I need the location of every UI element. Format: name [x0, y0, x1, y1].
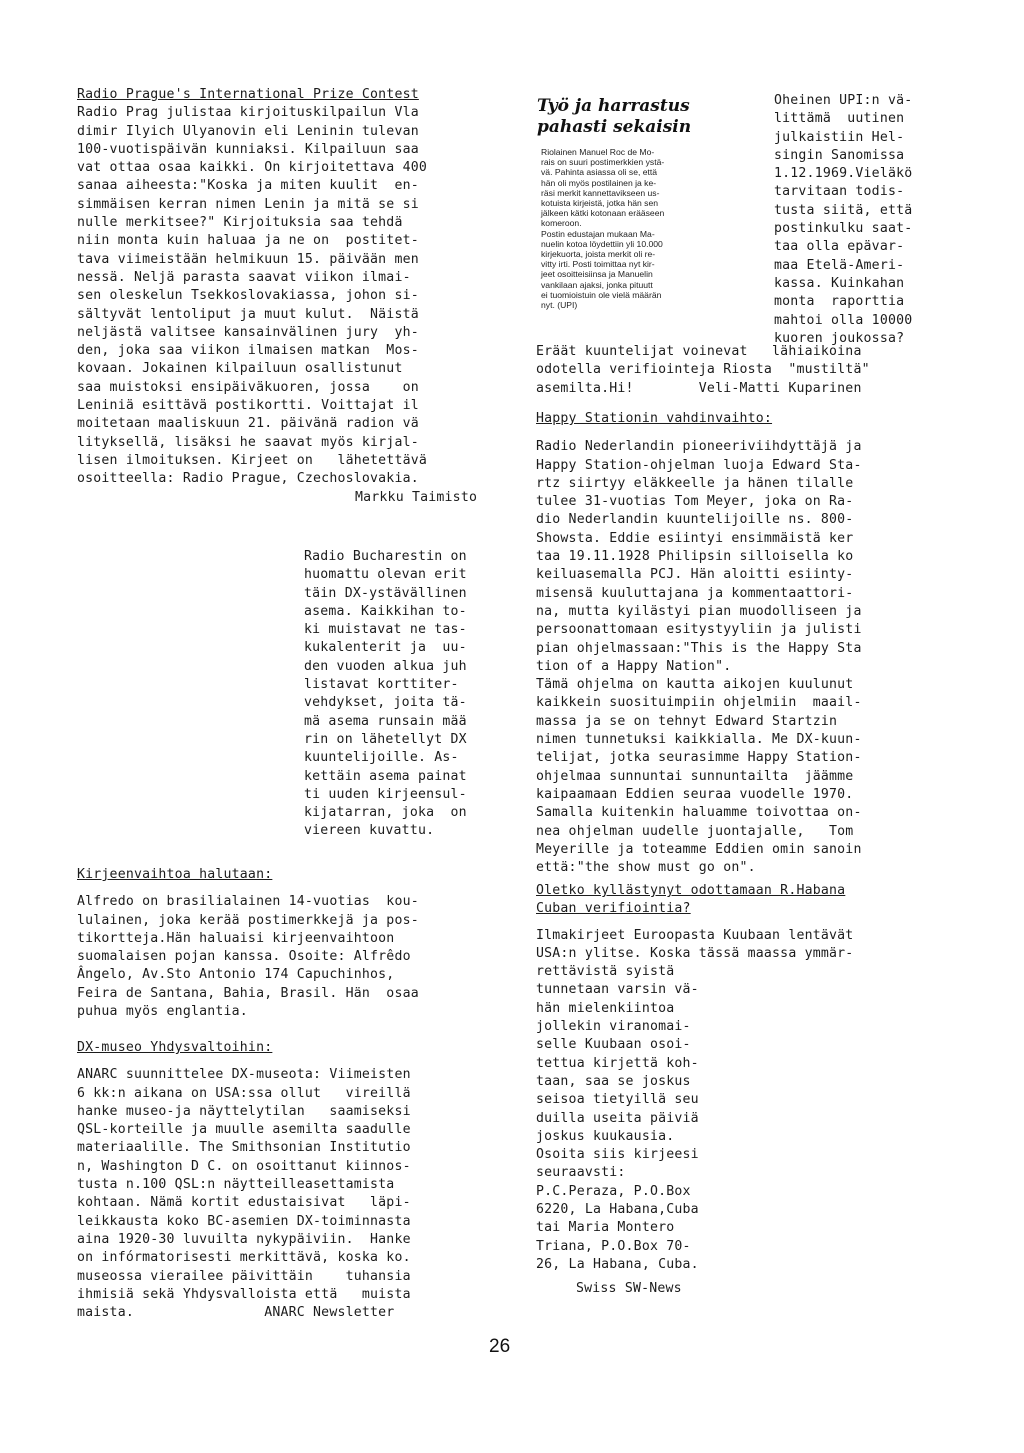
prague-text-line: sanaa aiheesta:"Koska ja miten kuulit en-	[77, 178, 419, 194]
upi-text-line: postinkulku saat-	[774, 221, 913, 237]
clipping-title-line: pahasti sekaisin	[537, 117, 692, 137]
upi-text-line: 1.12.1969.Vieläkö	[774, 166, 913, 182]
havana-text-line: USA:n ylitse. Koska tässä maassa ymmär-	[536, 945, 854, 961]
penpal-text-line: lulainen, joka kerää postimerkkejä ja pos-	[77, 912, 419, 928]
happy-station-text-line: kaipaamaan Eddien seuraa vuodelle 1970.	[536, 786, 854, 802]
bucharest-text-line: kijatarran, joka on	[304, 805, 467, 821]
bucharest-text-line: rin on lähetellyt DX	[304, 731, 467, 747]
upi-text-line: julkaistiin Hel-	[774, 129, 905, 145]
prague-article	[77, 86, 517, 507]
upi-text-line: tarvitaan todis-	[774, 184, 905, 200]
prague-text-line: nulle merkitsee?" Kirjoituksia saa tehdä	[77, 215, 403, 231]
prague-text-line: 100-vuotispäivän kunniaksi. Kilpailuun saa	[77, 141, 419, 157]
museum-text-line: maista. ANARC Newsletter	[77, 1305, 395, 1321]
bucharest-text-line: huomattu olevan erit	[304, 567, 467, 583]
clipping-text-line: komeroon.	[541, 218, 582, 229]
happy-station-article	[536, 410, 976, 877]
clipping-text-line: jälkeen kätki kotonaan erääseen	[541, 208, 665, 219]
news-clipping	[537, 96, 749, 310]
prague-text-line: den, joka saa viikon ilmaisen matkan Mos-	[77, 343, 419, 359]
havana-text-line: tai Maria Montero	[536, 1220, 675, 1236]
happy-station-text-line: että:"the show must go on".	[536, 860, 756, 876]
happy-station-text-line: tulee 31-vuotias Tom Meyer, joka on Ra-	[536, 494, 854, 510]
havana-text-line: tettua kirjettä koh-	[536, 1055, 699, 1071]
penpal-text-line: Alfredo on brasilialainen 14-vuotias kou-	[77, 894, 419, 910]
clipping-text-line: kirjekuorta, joista merkit oli re-	[541, 249, 656, 260]
havana-text-line: P.C.Peraza, P.O.Box	[536, 1183, 691, 1199]
bucharest-text-line: täin DX-ystävällinen	[304, 585, 467, 601]
havana-heading	[536, 882, 976, 919]
upi-text-line: taa olla epävar-	[774, 239, 905, 255]
bucharest-body	[304, 548, 524, 841]
happy-station-text-line: keiluasemalla PCJ. Hän aloitti esiinty-	[536, 567, 854, 583]
bucharest-text-line: asema. Kaikkihan to-	[304, 603, 467, 619]
upi-text-line: monta raporttia	[774, 294, 905, 310]
upi-text-line: odotella verifiointeja Riosta "mustiltä"	[536, 362, 870, 378]
clipping-text-line: kotuista kirjeistä, jotka hän sen	[541, 198, 659, 209]
penpal-text-line: Feira de Santana, Bahia, Brasil. Hän osaa	[77, 985, 419, 1001]
happy-station-text-line: pian ohjelmassaan:"This is the Happy Sta	[536, 640, 862, 656]
havana-intro	[536, 927, 976, 964]
penpal-text-line: puhua myös englantia.	[77, 1004, 248, 1020]
prague-text-line: sältyvät lentoliput ja muut kulut. Näistä	[77, 306, 419, 322]
havana-text-line: 26, La Habana, Cuba.	[536, 1256, 699, 1272]
havana-text-line: duilla useita päiviä	[536, 1110, 699, 1126]
museum-text-line: on infórmatorisesti merkittävä, koska ko.	[77, 1250, 411, 1266]
clipping-text-line: Riolainen Manuel Roc de Mo-	[541, 147, 655, 157]
upi-text-line: kuoren joukossa?	[774, 330, 905, 346]
happy-station-text-line: tion of a Happy Nation".	[536, 658, 732, 674]
clipping-title	[537, 96, 749, 138]
upi-body-cont	[536, 343, 976, 398]
happy-station-text-line: nea ohjelman uudelle juontajalle, Tom	[536, 823, 854, 839]
bucharest-text-line: ki muistavat ne tas-	[304, 622, 467, 638]
museum-text-line: museossa vierailee päivittäin tuhansia	[77, 1268, 411, 1284]
museum-text-line: hanke museo-ja näyttelytilan saamiseksi	[77, 1103, 411, 1119]
happy-station-text-line: massa ja se on tehnyt Edward Startzin	[536, 713, 838, 729]
upi-text-line: maa Etelä-Ameri-	[774, 257, 905, 273]
havana-body	[536, 963, 976, 1274]
prague-text-line: osoitteella: Radio Prague, Czechoslovakia.	[77, 471, 419, 487]
happy-station-text-line: nimen tunnetuksi kaikkialla. Me DX-kuun-	[536, 732, 862, 748]
museum-text-line: leikkausta koko BC-asemien DX-toiminnasta	[77, 1213, 411, 1229]
upi-text-line: asemilta.Hi! Veli-Matti Kuparinen	[536, 380, 862, 396]
bucharest-text-line: viereen kuvattu.	[304, 823, 435, 839]
clipping-text-line: vankilaan ajaksi, jonka pituutt	[541, 279, 653, 290]
happy-station-text-line: telijat, jotka seurasimme Happy Station-	[536, 750, 862, 766]
bucharest-text-line: kettäin asema painat	[304, 768, 467, 784]
prague-text-line: dimir Ilyich Ulyanovin eli Leninin tulevan	[77, 123, 419, 139]
prague-text-line: sen oleskelun Tsekkoslovakiassa, johon si-	[77, 288, 419, 304]
happy-station-text-line: rtz siirtyy eläkkeelle ja hänen tilalle	[536, 475, 854, 491]
prague-heading: Radio Prague's International Prize Contest	[77, 87, 419, 102]
museum-text-line: kohtaan. Nämä kortit edustaisivat läpi-	[77, 1195, 411, 1211]
prague-text-line: niin monta kuin haluaa ja ne on postitet-	[77, 233, 419, 249]
museum-text-line: materiaalille. The Smithsonian Institutio	[77, 1140, 411, 1156]
happy-station-text-line: Radio Nederlandin pioneeriviihdyttäjä ja	[536, 439, 862, 455]
clipping-text-line: räsi merkit kannettavikseen us-	[541, 187, 660, 198]
upi-text-line: kassa. Kuinkahan	[774, 275, 905, 291]
upi-body	[774, 92, 974, 348]
havana-text-line: jollekin viranomai-	[536, 1019, 691, 1035]
happy-station-body	[536, 438, 976, 877]
upi-text-line: littämä uutinen	[774, 111, 905, 127]
museum-heading: DX-museo Yhdysvaltoihin:	[77, 1040, 273, 1055]
clipping-title-line: Työ ja harrastus	[537, 96, 690, 116]
clipping-text-line: ei tuomioistuin ole vielä määrän	[541, 289, 662, 300]
havana-text-line: rettävistä syistä	[536, 964, 675, 980]
havana-text-line: seisoa tietyillä seu	[536, 1092, 699, 1108]
penpal-text-line: tikortteja.Hän haluaisi kirjeenvaihtoon	[77, 930, 395, 946]
penpal-heading: Kirjeenvaihtoa halutaan:	[77, 867, 273, 882]
museum-text-line: 6 kk:n aikana on USA:ssa ollut vireillä	[77, 1085, 411, 1101]
havana-text-line: Ilmakirjeet Euroopasta Kuubaan lentävät	[536, 927, 854, 943]
bucharest-text-line: mä asema runsain mää	[304, 713, 467, 729]
happy-station-heading: Happy Stationin vahdinvaihto:	[536, 411, 773, 426]
bucharest-text-line: kuuntelijoille. As-	[304, 750, 459, 766]
clipping-text-line: jeet osoitteisiinsa ja Manuelin	[541, 269, 653, 280]
clipping-text-line: nyt. (UPI)	[541, 300, 578, 311]
upi-text-line: Oheinen UPI:n vä-	[774, 93, 913, 108]
prague-body	[77, 104, 517, 488]
havana-signature: Swiss SW-News	[576, 1281, 682, 1297]
happy-station-text-line: Samalla kuitenkin haluamme toivottaa on-	[536, 805, 862, 821]
clipping-text-line: vä. Pahinta asiassa oli se, että	[541, 167, 658, 178]
museum-article	[77, 1039, 522, 1322]
museum-text-line: ANARC suunnittelee DX-museota: Viimeisten	[77, 1067, 411, 1083]
prague-text-line: lisen ilmoituksen. Kirjeet on lähetettävä	[77, 452, 428, 468]
havana-text-line: 6220, La Habana,Cuba	[536, 1202, 699, 1218]
havana-article	[536, 882, 976, 1299]
museum-text-line: QSL-korteille ja muulle asemilta saadulle	[77, 1122, 411, 1138]
prague-text-line: simmäisen kerran nimen Lenin ja mitä se si	[77, 196, 419, 212]
havana-text-line: selle Kuubaan osoi-	[536, 1037, 691, 1053]
happy-station-text-line: persoonattomaan esitystyyliin ja julisti	[536, 622, 862, 638]
happy-station-text-line: kaikkein suosituimpiin ohjelmiin maail-	[536, 695, 862, 711]
page-number: 26	[489, 1336, 511, 1357]
bucharest-text-line: kukalenterit ja uu-	[304, 640, 467, 656]
bucharest-article	[304, 548, 524, 841]
prague-text-line: Radio Prag julistaa kirjoituskilpailun Vla	[77, 105, 419, 121]
bucharest-text-line: listavat korttiter-	[304, 677, 459, 693]
clipping-text-line: Postin edustajan mukaan Ma-	[541, 228, 655, 239]
upi-text-line: tusta siitä, että	[774, 202, 913, 218]
clipping-text-line: vitty irti. Posti toimittaa nyt kir-	[541, 259, 655, 270]
upi-commentary-cont	[536, 343, 976, 398]
prague-text-line: kovaan. Jokainen kilpailuun osallistunut	[77, 361, 403, 377]
clipping-text-line: nuelin kotoa löydettiin yli 10.000	[541, 238, 663, 249]
havana-heading-line: Oletko kyllästynyt odottamaan R.Habana	[536, 883, 846, 898]
upi-text-line: Eräät kuuntelijat voinevat lähiaikoina	[536, 344, 862, 359]
havana-text-line: seuraavsti:	[536, 1165, 626, 1181]
havana-heading-line: Cuban verifiointia?	[536, 901, 691, 917]
prague-text-line: tava viimeistään helmikuun 15. päivään men	[77, 251, 419, 267]
clipping-body	[537, 147, 749, 310]
penpal-text-line: Ângelo, Av.Sto Antonio 174 Capuchinhos,	[77, 967, 395, 983]
museum-text-line: tusta n.100 QSL:n näytteilleasettamista	[77, 1177, 395, 1193]
upi-text-line: mahtoi olla 10000	[774, 312, 913, 328]
happy-station-text-line: misensä kuuluttajana ja kommentaattori-	[536, 585, 854, 601]
clipping-text-line: hän oli myös postilainen ja ke-	[541, 177, 657, 188]
happy-station-text-line: taa 19.11.1928 Philipsin silloisella ko	[536, 549, 854, 565]
prague-text-line: lityksellä, lisäksi he saavat myös kirjal-	[77, 434, 419, 450]
happy-station-text-line: na, mutta kyilästyi pian muodolliseen ja	[536, 603, 862, 619]
prague-text-line: Leniniä esittävä postikortti. Voittajat il	[77, 398, 419, 414]
penpal-article	[77, 866, 522, 1021]
bucharest-text-line: vehdykset, joita tä-	[304, 695, 467, 711]
bucharest-text-line: Radio Bucharestin on	[304, 549, 467, 564]
havana-text-line: hän mielenkiintoa	[536, 1000, 675, 1016]
happy-station-text-line: ohjelmaa sunnuntai sunnuntailta jäämme	[536, 768, 854, 784]
prague-text-line: saa muistoksi ensipäiväkuoren, jossa on	[77, 379, 419, 395]
museum-body	[77, 1066, 522, 1322]
happy-station-text-line: Showsta. Eddie esiintyi ensimmäistä ker	[536, 530, 854, 546]
happy-station-text-line: Meyerille ja toteamme Eddien omin sanoin	[536, 841, 862, 857]
prague-text-line: nessä. Neljä parasta saavat viikon ilmai-	[77, 269, 411, 285]
happy-station-text-line: dio Nederlandin kuuntelijoille ns. 800-	[536, 512, 854, 528]
happy-station-text-line: Tämä ohjelma on kautta aikojen kuulunut	[536, 677, 854, 693]
penpal-body	[77, 893, 522, 1021]
prague-text-line: moitetaan maaliskuun 21. päivänä radion vä	[77, 416, 419, 432]
havana-text-line: Triana, P.O.Box 70-	[536, 1238, 691, 1254]
penpal-text-line: suomalaisen pojan kanssa. Osoite: Alfrêdo	[77, 949, 411, 965]
prague-signature: Markku Taimisto	[355, 489, 478, 505]
prague-text-line: vat ottaa osaa kaikki. On kirjoitettava 400	[77, 160, 428, 176]
bucharest-text-line: den vuoden alkua juh	[304, 658, 467, 674]
bucharest-text-line: ti uuden kirjeensul-	[304, 786, 467, 802]
havana-text-line: taan, saa se joskus	[536, 1073, 691, 1089]
havana-text-line: tunnetaan varsin vä-	[536, 982, 699, 998]
museum-text-line: aina 1920-30 luvuilta nykypäiviin. Hanke	[77, 1231, 411, 1247]
museum-text-line: ihmisiä sekä Yhdysvalloista että muista	[77, 1286, 411, 1302]
happy-station-text-line: Happy Station-ohjelman luoja Edward Sta-	[536, 457, 862, 473]
havana-text-line: joskus kuukausia.	[536, 1128, 675, 1144]
havana-text-line: Osoita siis kirjeesi	[536, 1147, 699, 1163]
upi-text-line: singin Sanomissa	[774, 147, 905, 163]
upi-commentary	[774, 92, 974, 348]
prague-text-line: neljästä valitsee kansainvälinen jury yh-	[77, 324, 419, 340]
clipping-text-line: rais on suuri postimerkkien ystä-	[541, 157, 665, 168]
museum-text-line: n, Washington D C. on osoittanut kiinnos-	[77, 1158, 411, 1174]
